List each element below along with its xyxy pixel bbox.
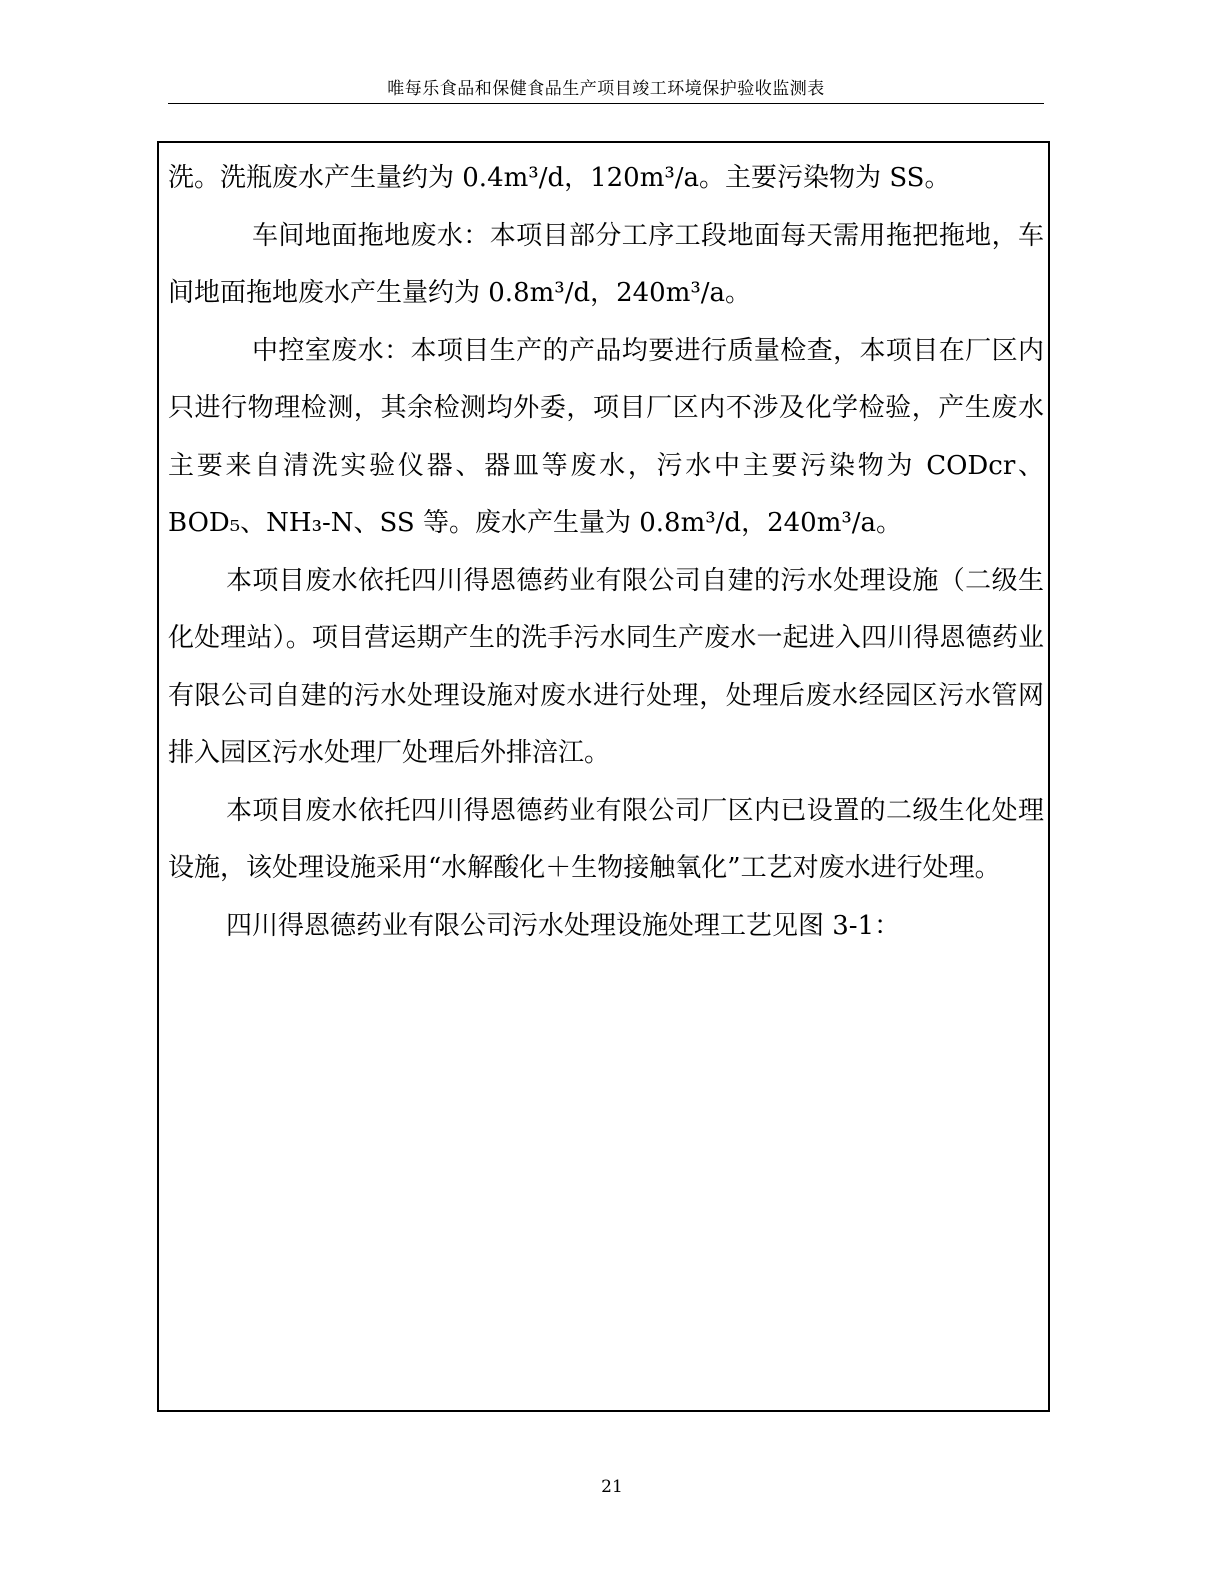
paragraph-treatment-process: 本项目废水依托四川得恩德药业有限公司厂区内已设置的二级生化处理设施，该处理设施采用“水解酸化＋生物接触氧化”工艺对废水进行处理。 (168, 795, 1044, 883)
paragraph-bottle-wash: 洗。洗瓶废水产生量约为 0.4m³/d，120m³/a。主要污染物为 SS。 (168, 163, 951, 193)
document-body (168, 150, 1044, 955)
paragraph-floor-mopping: 车间地面拖地废水：本项目部分工序工段地面每天需用拖把拖地，车间地面拖地废水产生量约为 0.8m³/d，240m³/a。 (168, 220, 1044, 308)
paragraph-control-room: 中控室废水：本项目生产的产品均要进行质量检查，本项目在厂区内只进行物理检测，其余检测均外委，项目厂区内不涉及化学检验，产生废水主要来自清洗实验仪器、器皿等废水，污水中主要污染物为 CODcr、BOD₅、NH₃-N、SS 等。废水产生量为 0.8m³/d，240m³/a。 (168, 335, 1044, 538)
header-divider (168, 103, 1044, 104)
paragraph-wastewater-treatment: 本项目废水依托四川得恩德药业有限公司自建的污水处理设施（二级生化处理站）。项目营运期产生的洗手污水同生产废水一起进入四川得恩德药业有限公司自建的污水处理设施对废水进行处理，处理后废水经园区污水管网排入园区污水处理厂处理后外排涪江。 (168, 565, 1044, 768)
paragraph-figure-reference: 四川得恩德药业有限公司污水处理设施处理工艺见图 3-1： (226, 910, 901, 941)
page-number: 21 (601, 1477, 623, 1497)
page-header-title: 唯每乐食品和保健食品生产项目竣工环境保护验收监测表 (387, 79, 825, 99)
